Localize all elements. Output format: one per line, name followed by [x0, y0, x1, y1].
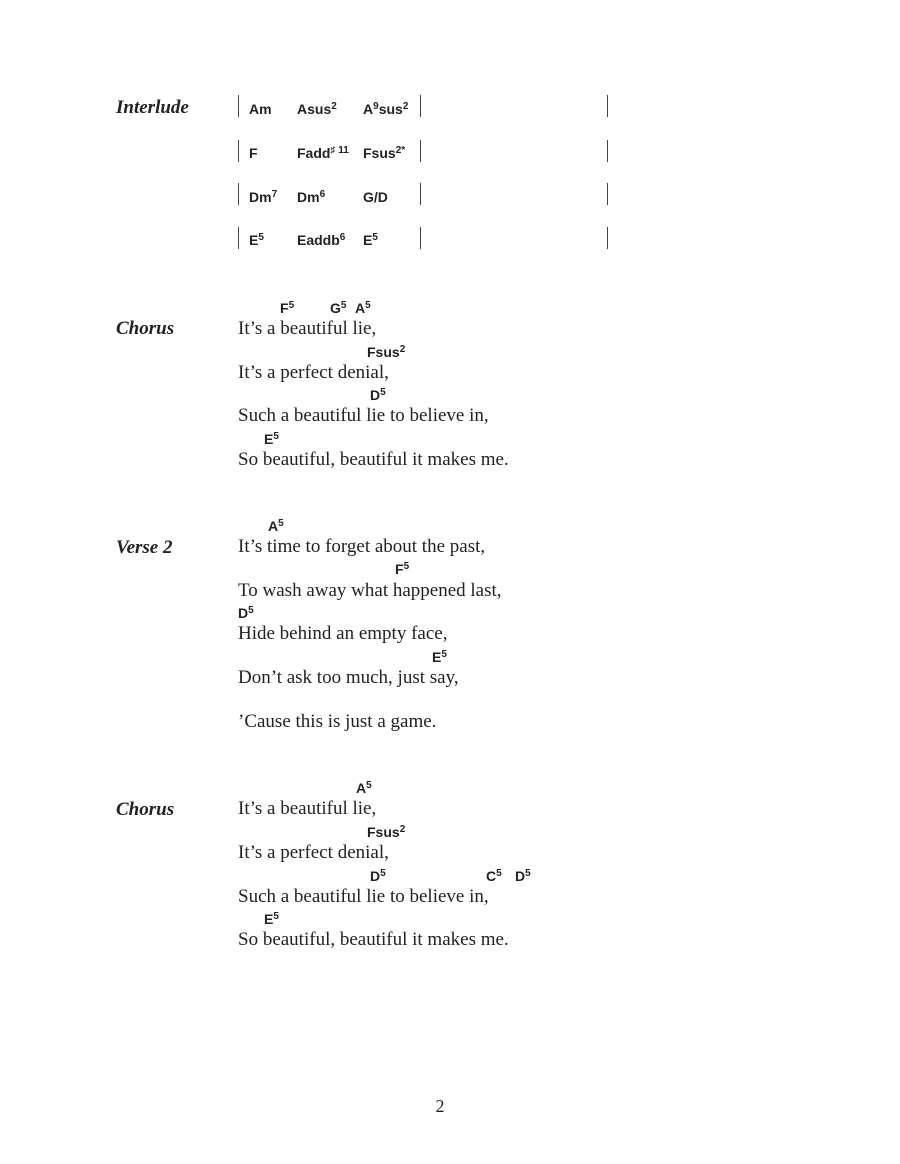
barline	[238, 227, 239, 249]
chord: Am	[249, 101, 272, 117]
chord: $E^5$	[363, 232, 378, 248]
chord: Fsus$^2$	[367, 344, 406, 360]
barline	[607, 140, 608, 162]
chord: G/D	[363, 189, 388, 205]
barline	[607, 183, 608, 205]
chord: Eaddb$^6$	[297, 232, 346, 248]
barline	[238, 183, 239, 205]
chord: $A^5$	[356, 780, 372, 796]
chord: $F^5$	[280, 300, 295, 316]
lyric-line: It’s a beautiful lie,	[238, 318, 377, 339]
lyric-line: So beautiful, beautiful it makes me.	[238, 449, 509, 470]
chord: $E^5$	[264, 431, 279, 447]
lyric-line: Hide behind an empty face,	[238, 623, 448, 644]
chorus-label: Chorus	[116, 799, 175, 820]
lyric-line: It’s a perfect denial,	[238, 362, 389, 383]
chord: $D^5$	[515, 868, 531, 884]
barline	[607, 95, 608, 117]
barline	[238, 95, 239, 117]
lyric-line: It’s a beautiful lie,	[238, 798, 377, 819]
chord: $A^5$	[355, 300, 371, 316]
chord: $E^5$	[264, 911, 279, 927]
chord: $D^5$	[370, 387, 386, 403]
chord: $A^9sus^2$	[363, 101, 409, 117]
chord: Fadd$^{♯ 11}$	[297, 145, 349, 161]
chord: $G^5$	[330, 300, 347, 316]
chord: $A^5$	[268, 518, 284, 534]
chord: Fsus$^{2*}$	[363, 145, 406, 161]
chord: $C^5$	[486, 868, 502, 884]
barline	[420, 227, 421, 249]
chord: $D^5$	[370, 868, 386, 884]
page-number: 2	[435, 1096, 445, 1116]
barline	[238, 140, 239, 162]
chord: $E^5$	[249, 232, 264, 248]
lyric-line: It’s time to forget about the past,	[238, 536, 486, 557]
chord: F	[249, 145, 258, 161]
barline	[420, 140, 421, 162]
interlude-label: Interlude	[116, 97, 189, 118]
chord: $F^5$	[395, 561, 410, 577]
chord: $E^5$	[432, 649, 447, 665]
lyric-line: Don’t ask too much, just say,	[238, 667, 459, 688]
chord: Dm$^6$	[297, 189, 326, 205]
lyric-line: To wash away what happened last,	[238, 580, 502, 601]
lyric-line: Such a beautiful lie to believe in,	[238, 886, 489, 907]
chord: Dm$^7$	[249, 189, 278, 205]
lyric-line: Such a beautiful lie to believe in,	[238, 405, 489, 426]
barline	[420, 183, 421, 205]
barline	[607, 227, 608, 249]
lyric-line: So beautiful, beautiful it makes me.	[238, 929, 509, 950]
verse-2-label: Verse 2	[116, 537, 173, 558]
chord: Fsus$^2$	[367, 824, 406, 840]
barline	[420, 95, 421, 117]
chord: Asus$^2$	[297, 101, 337, 117]
chord: $D^5$	[238, 605, 254, 621]
lyric-line: It’s a perfect denial,	[238, 842, 389, 863]
lyric-line: ’Cause this is just a game.	[238, 711, 437, 732]
chorus-label: Chorus	[116, 318, 175, 339]
